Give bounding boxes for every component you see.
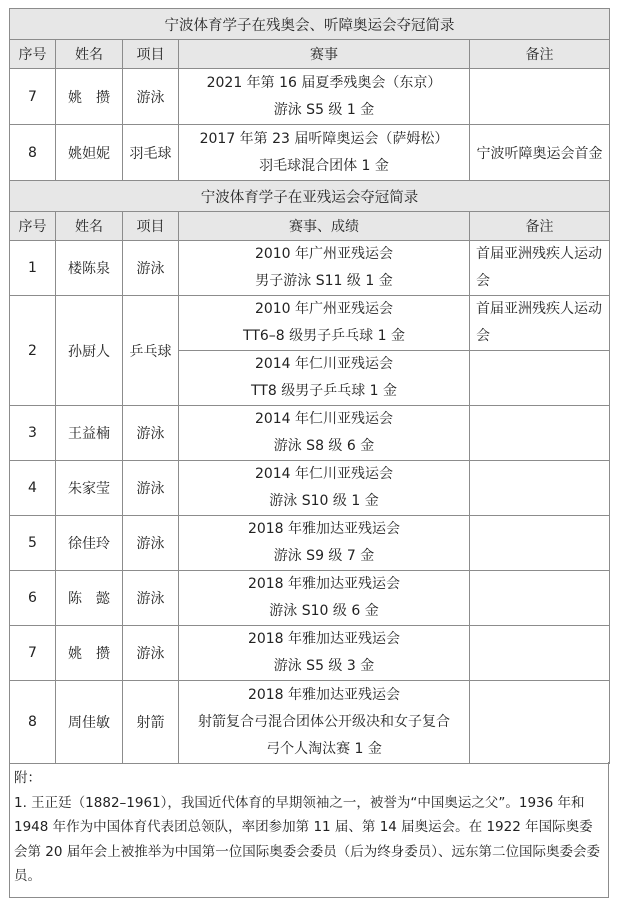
athlete-name: 王益楠 [56, 406, 123, 461]
event-line: 2017 年第 23 届听障奥运会（萨姆松） [199, 130, 449, 147]
records-table [9, 8, 610, 764]
event-line: 羽毛球混合团体 1 金 [259, 157, 389, 174]
sport: 射箭 [123, 681, 179, 764]
event-cell [179, 125, 470, 181]
event-cell [179, 516, 470, 571]
event-line: 2014 年仁川亚残运会 [254, 411, 394, 427]
event-line: 2010 年广州亚残运会 [254, 301, 394, 317]
event-line: 2018 年雅加达亚残运会 [247, 686, 401, 703]
sport: 游泳 [123, 571, 179, 626]
row-number: 1 [10, 241, 56, 296]
table-row [10, 681, 610, 764]
event-cell [179, 681, 470, 764]
event-cell [179, 351, 470, 406]
table2-header-cell: 项目 [123, 212, 179, 241]
athlete-name: 姚妲妮 [56, 125, 123, 181]
table-row [10, 69, 610, 125]
row-number: 2 [10, 296, 56, 406]
note-line: 会 [476, 328, 490, 344]
note-cell [470, 626, 610, 681]
sport: 游泳 [123, 69, 179, 125]
note-line: 首届亚洲残疾人运动 [476, 301, 602, 317]
athlete-name: 姚 攒 [56, 69, 123, 125]
event-cell [179, 626, 470, 681]
row-number: 4 [10, 461, 56, 516]
athlete-name: 朱家莹 [56, 461, 123, 516]
athlete-name: 陈 懿 [56, 571, 123, 626]
table2-header-cell: 姓名 [56, 212, 123, 241]
event-line: 游泳 S5 级 3 金 [273, 658, 375, 674]
event-line: 2014 年仁川亚残运会 [254, 356, 394, 372]
table2-header-cell: 序号 [10, 212, 56, 241]
event-line: 2014 年仁川亚残运会 [254, 466, 394, 482]
note-line: 会 [476, 273, 490, 289]
event-line: 游泳 S5 级 1 金 [273, 101, 375, 118]
event-line: 射箭复合弓混合团体公开级决和女子复合 [198, 713, 450, 730]
table1-title: 宁波体育学子在残奥会、听障奥运会夺冠简录 [10, 9, 610, 40]
footnote-text: 1. 王正廷（1882–1961），我国近代体育的早期领袖之一，被誉为“中国奥运之父”。1936 年和 1948 年作为中国体育代表团总领队，率团参加第 11 届、第 14 届奥运会。在 1922 年国际奥委会第 20 届年会上被推举为中国第一位国际奥委会委员（后为终身委员）、远东第二位国际奥委会委员。 [14, 794, 601, 884]
event-cell [179, 241, 470, 296]
table1-header-cell: 序号 [10, 40, 56, 69]
row-number: 6 [10, 571, 56, 626]
sport: 游泳 [123, 461, 179, 516]
event-line: 游泳 S10 级 1 金 [269, 493, 379, 509]
row-number: 7 [10, 69, 56, 125]
event-line: 2018 年雅加达亚残运会 [247, 631, 401, 647]
event-line: 游泳 S8 级 6 金 [273, 438, 375, 454]
athlete-name: 孙厨人 [56, 296, 123, 406]
athlete-name: 楼陈泉 [56, 241, 123, 296]
table-row [10, 571, 610, 626]
sport: 游泳 [123, 626, 179, 681]
event-cell [179, 571, 470, 626]
row-number: 3 [10, 406, 56, 461]
table1-header-cell: 项目 [123, 40, 179, 69]
note-line: 首届亚洲残疾人运动 [476, 246, 602, 262]
results-tables [9, 8, 609, 764]
table1-header-cell: 备注 [470, 40, 610, 69]
athlete-name: 徐佳玲 [56, 516, 123, 571]
note-cell [470, 406, 610, 461]
table1-header-cell: 姓名 [56, 40, 123, 69]
note-cell [470, 571, 610, 626]
event-line: 游泳 S9 级 7 金 [273, 548, 375, 564]
event-line: 2021 年第 16 届夏季残奥会（东京） [206, 74, 442, 91]
table2-title: 宁波体育学子在亚残运会夺冠简录 [10, 181, 610, 212]
table-row [10, 296, 610, 351]
event-line: 2018 年雅加达亚残运会 [247, 576, 401, 592]
note-cell [470, 461, 610, 516]
event-cell [179, 296, 470, 351]
table-row [10, 516, 610, 571]
event-line: 男子游泳 S11 级 1 金 [255, 273, 393, 289]
event-cell [179, 406, 470, 461]
table-row [10, 461, 610, 516]
sport: 游泳 [123, 406, 179, 461]
table-row [10, 125, 610, 181]
footnote-box [9, 762, 609, 898]
event-line: TT6–8 级男子乒乓球 1 金 [243, 328, 405, 344]
note-cell [470, 681, 610, 764]
sport: 乒乓球 [123, 296, 179, 406]
table-row [10, 241, 610, 296]
sport: 游泳 [123, 241, 179, 296]
table2-header-cell: 备注 [470, 212, 610, 241]
table1-header-cell: 赛事 [179, 40, 470, 69]
row-number: 5 [10, 516, 56, 571]
event-cell [179, 461, 470, 516]
note-cell: 宁波听障奥运会首金 [470, 125, 610, 181]
footnote-label: 附： [14, 770, 41, 786]
event-cell [179, 69, 470, 125]
table-row [10, 406, 610, 461]
athlete-name: 周佳敏 [56, 681, 123, 764]
row-number: 7 [10, 626, 56, 681]
sport: 羽毛球 [123, 125, 179, 181]
event-line: 弓个人淘汰赛 1 金 [266, 740, 382, 757]
note-cell [470, 241, 610, 296]
event-line: 游泳 S10 级 6 金 [269, 603, 379, 619]
table2-header-cell: 赛事、成绩 [179, 212, 470, 241]
note-cell [470, 516, 610, 571]
note-cell [470, 296, 610, 351]
row-number: 8 [10, 125, 56, 181]
event-line: 2018 年雅加达亚残运会 [247, 521, 401, 537]
sport: 游泳 [123, 516, 179, 571]
event-line: 2010 年广州亚残运会 [254, 246, 394, 262]
row-number: 8 [10, 681, 56, 764]
athlete-name: 姚 攒 [56, 626, 123, 681]
note-cell [470, 351, 610, 406]
note-cell [470, 69, 610, 125]
event-line: TT8 级男子乒乓球 1 金 [250, 383, 398, 399]
table-row [10, 626, 610, 681]
